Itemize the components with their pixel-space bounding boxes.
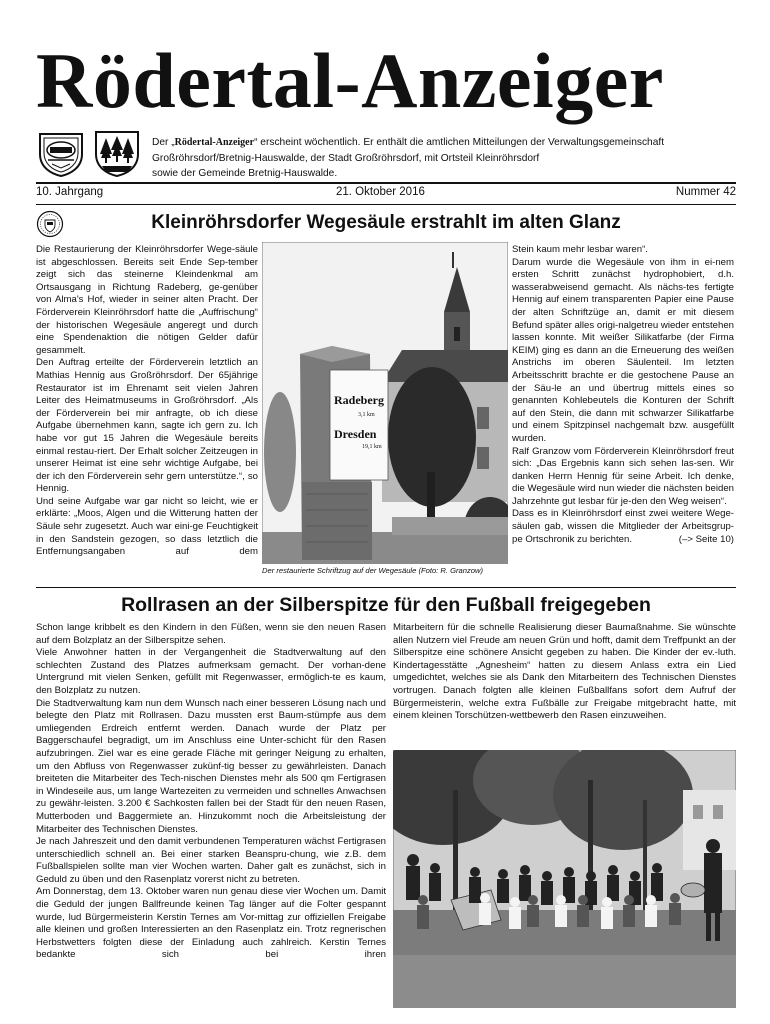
article-paragraph: Und seine Aufgabe war gar nicht so leicht, wie er erklärte: „Moos, Algen und die Witterung hatten der Säule sehr zugesetzt. Auch war eini-ge Feuchtigkeit in den Sandstein gezogen, so dass letztlich die Entfernungsangaben auf dem [36, 495, 258, 558]
article-paragraph: Mitarbeitern für die schnelle Realisierung dieser Baumaßnahme. Sie wünschte allen Nutzern viel Freude am neuen Grün und hofft, damit dem Treffpunkt an der Silberspitze eine schönere Ansicht gegeben zu haben. Die Kinder der ev.-luth. Kindertagesstätte „Agnesheim“ hatten zu diesem Anlass extra ein Lied umgedichtet, welches sie als Dank den Mitarbeitern des Technischen Dienstes vortrugen. Danach folgten alle kleinen Fußballfans sofort dem Aufruf der Bürgermeisterin, welche extra Fußbälle zur Freigabe mitgebracht hatte, mit einem kleinen Torschützen-wettbewerb den Rasen einzuweihen. [393, 622, 736, 722]
article-paragraph: Darum wurde die Wegesäule von ihm in ei-nem ersten Schritt zunächst hydrophobiert, d.h. wasserabweisend gemacht. Als nächs-tes fertigte Hennig auf einem transparenten Papier eine Pause der alten Schriftzüge an, damit er mit diesem Befund später alles origi-nalgetreu wieder entstehen lassen konnte. Mit weißer Silikatfarbe (der Firma KEIM) ging es dann an die Erneuerung des weißen Anstrichs im oberen Säulenteil. Im letzten Arbeitsschritt brachte er die gestochene Pause an der Säu-le an und übertrug mittels eines so genannten Kohlebeutels die Konturen der Schrift auf den Stein, die dann mit schwarzer Silikatfarbe und einem Spitzpinsel nachgemalt bzw. ausgefüllt wurden. [512, 256, 734, 444]
continued-page-link[interactable]: (–> Seite 10) [678, 533, 734, 545]
masthead-intro [152, 135, 732, 182]
photo-caption: Der restaurierte Schriftzug auf der Wegesäule (Foto: R. Granzow) [262, 566, 484, 575]
article-continuation-row [512, 534, 734, 547]
sign-text-dresden-distance: 19,1 km [362, 444, 382, 450]
article-divider [36, 587, 736, 588]
article-paragraph: Die Restaurierung der Kleinröhrsdorfer Wege-säule ist abgeschlossen. Bereits seit Ende Sep-tember zeigt sich das steinerne Kleindenkmal am Ortsausgang in Richtung Radeberg, ge-genüber von Alma's Hof, wieder in seiner alten Pracht. Der Förderverein Kleinröhrsdorf hatte die „Auffrischung“ der historischen Wegesäule angeregt und durch eine Spendenaktion die nötigen Gelder dafür gesammelt. [36, 244, 258, 356]
article-paragraph: Dass es in Kleinröhrsdorf einst zwei weitere Wege-säulen gab, wissen die Mitglieder der Arbeitsgrup- [512, 508, 734, 533]
issue-info-bar [36, 186, 736, 202]
newspaper-title: Rödertal-Anzeiger [36, 37, 664, 124]
article-paragraph: Je nach Jahreszeit und den damit verbundenen Temperaturen wächst Fertigrasen unterschiedlich schnell an. Bei einer starken Beanspru-chung, wie z.B. dem Fußballspielen sollte man vier Wochen warten. Daher galt es zunächst, sich in Geduld zu üben und den Rasenplatz vorerst nicht zu betreten. [36, 836, 386, 885]
article-paragraph: Viele Anwohner hatten in der Vergangenheit die Stadtverwaltung auf den schlechten Zustand des Platzes aufmerksam gemacht. Der vorhan-dene Untergrund mit vielen Senken, gefüllt mit Regenwasser, ermöglich-te es kaum, den Bolzplatz zu nutzen. [36, 647, 386, 696]
volume-label: 10. Jahrgang [36, 186, 104, 198]
article-column-left [36, 244, 258, 559]
sign-text-radeberg-distance: 3,1 km [358, 412, 375, 418]
children-on-lawn-photo [393, 750, 736, 1008]
town-seal-icon [36, 128, 86, 178]
article-headline: Kleinröhrsdorfer Wegesäule erstrahlt im alten Glanz [151, 212, 621, 233]
article-headline-2: Rollrasen an der Silberspitze für den Fußball freigegeben [121, 594, 651, 616]
article-paragraph: Den Auftrag erteilte der Förderverein letztlich an Mathias Hennig aus Großröhrsdorf. Der 65jährige Restaurator ist im Ehrenamt seit vielen Jahren Leiter des Heimatmuseums in Großröhrsdorf. „Als der Förderverein bei mir anfragte, ob ich diese Aufgabe übernehmen kann, sagte ich gern zu. Ich habe vor gut 15 Jahren die Wegesäule bereits einmal restau-riert. Der Erhalt solcher Zeitzeugen in unserer Heimat ist eine sehr wichtige Aufgabe, bei der ich den Förderverein sehr gern unterstütze.“, so Hennig. [36, 357, 258, 495]
article-paragraph-end: pe Ortschronik zu berichten. [512, 533, 632, 545]
issue-divider [36, 204, 736, 205]
issue-date: 21. Oktober 2016 [336, 186, 425, 198]
issue-number: Nummer 42 [675, 186, 736, 198]
masthead-divider [36, 182, 736, 184]
article-paragraph: Stein kaum mehr lesbar waren“. [512, 244, 648, 255]
waypost-column-photo [262, 242, 508, 564]
article-paragraph: Ralf Granzow vom Förderverein Kleinröhrsdorf freut sich: „Das Ergebnis kann sich sehen las-sen. Wir danken Herrn Hennig für seine Arbeit. Ich denke, die Wegesäule wird nun wieder die nächsten beiden Jahrzehnte gut lesbar für je-den den Weg weisen“. [512, 445, 734, 507]
sign-text-dresden: Dresden [334, 427, 377, 441]
intro-text-after: “ erscheint wöchentlich. Er enthält die amtlichen Mitteilungen der Verwaltungsgemeinschaft [254, 137, 665, 148]
intro-line-2: Großröhrsdorf/Bretnig-Hauswalde, der Stadt Großröhrsdorf, mit Ortsteil Kleinröhrsdorf [152, 152, 540, 164]
intro-paper-name: Rödertal-Anzeiger [174, 137, 255, 148]
sign-text-radeberg: Radeberg [334, 393, 384, 407]
intro-text-before: Der „ [152, 137, 175, 148]
municipality-coat-of-arms-icon [92, 128, 142, 178]
intro-line-3: sowie der Gemeinde Bretnig-Hauswalde. [152, 168, 338, 179]
article-paragraph: Am Donnerstag, dem 13. Oktober waren nun genau diese vier Wochen um. Damit die Geduld der jungen Ballfreunde keinen Tag länger auf die Folter gespannt wurde, lud Bürgermeisterin Kerstin Ternes am Vor-mittag zur offiziellen Freigabe alle kleinen und großen Interessierten an den Rasenplatz ein. Trotz regnerischen Herbstwetters folgten diese der Einladung auch zahlreich. Kerstin Ternes bedankte sich bei ihren [36, 886, 386, 961]
article2-column-left [36, 622, 386, 962]
article-paragraph: Schon lange kribbelt es den Kindern in den Füßen, wenn sie den neuen Rasen auf dem Bolzplatz an der Silberspitze sehen. [36, 622, 386, 646]
article2-column-right [393, 622, 736, 723]
article-column-right [512, 244, 734, 546]
article-paragraph: Die Stadtverwaltung kam nun dem Wunsch nach einer besseren Lösung nach und belegte den Platz mit Rollrasen. Dazu mussten erst Baum-stümpfe aus dem umliegenden Erdreich entfernt werden. Danach wurde der Platz per Baggerschaufel begradigt, um im Anschluss eine Unter-schicht für den Rasen aufzubringen. Ziel war es eine gerade Fläche mit geringer Neigung zu erhalten, um den Abfluss von Regenwasser zukünf-tig besser zu gewährleisten. Danach breiteten die Mitarbeiter des Tech-nischen Dienstes mehr als 500 qm Fertigrasen in Windeseile aus, um lange Wartezeiten zu vermeiden und schnelles Anwachsen zu gewähr-leisten. 3.200 € Sachkosten fallen bei der Stadt für den neuen Rasen, Mutterboden und Baggermiete an. Hinzukommt noch die Arbeitsleistung der Mitarbeiter des Technischen Dienstes. [36, 697, 386, 835]
